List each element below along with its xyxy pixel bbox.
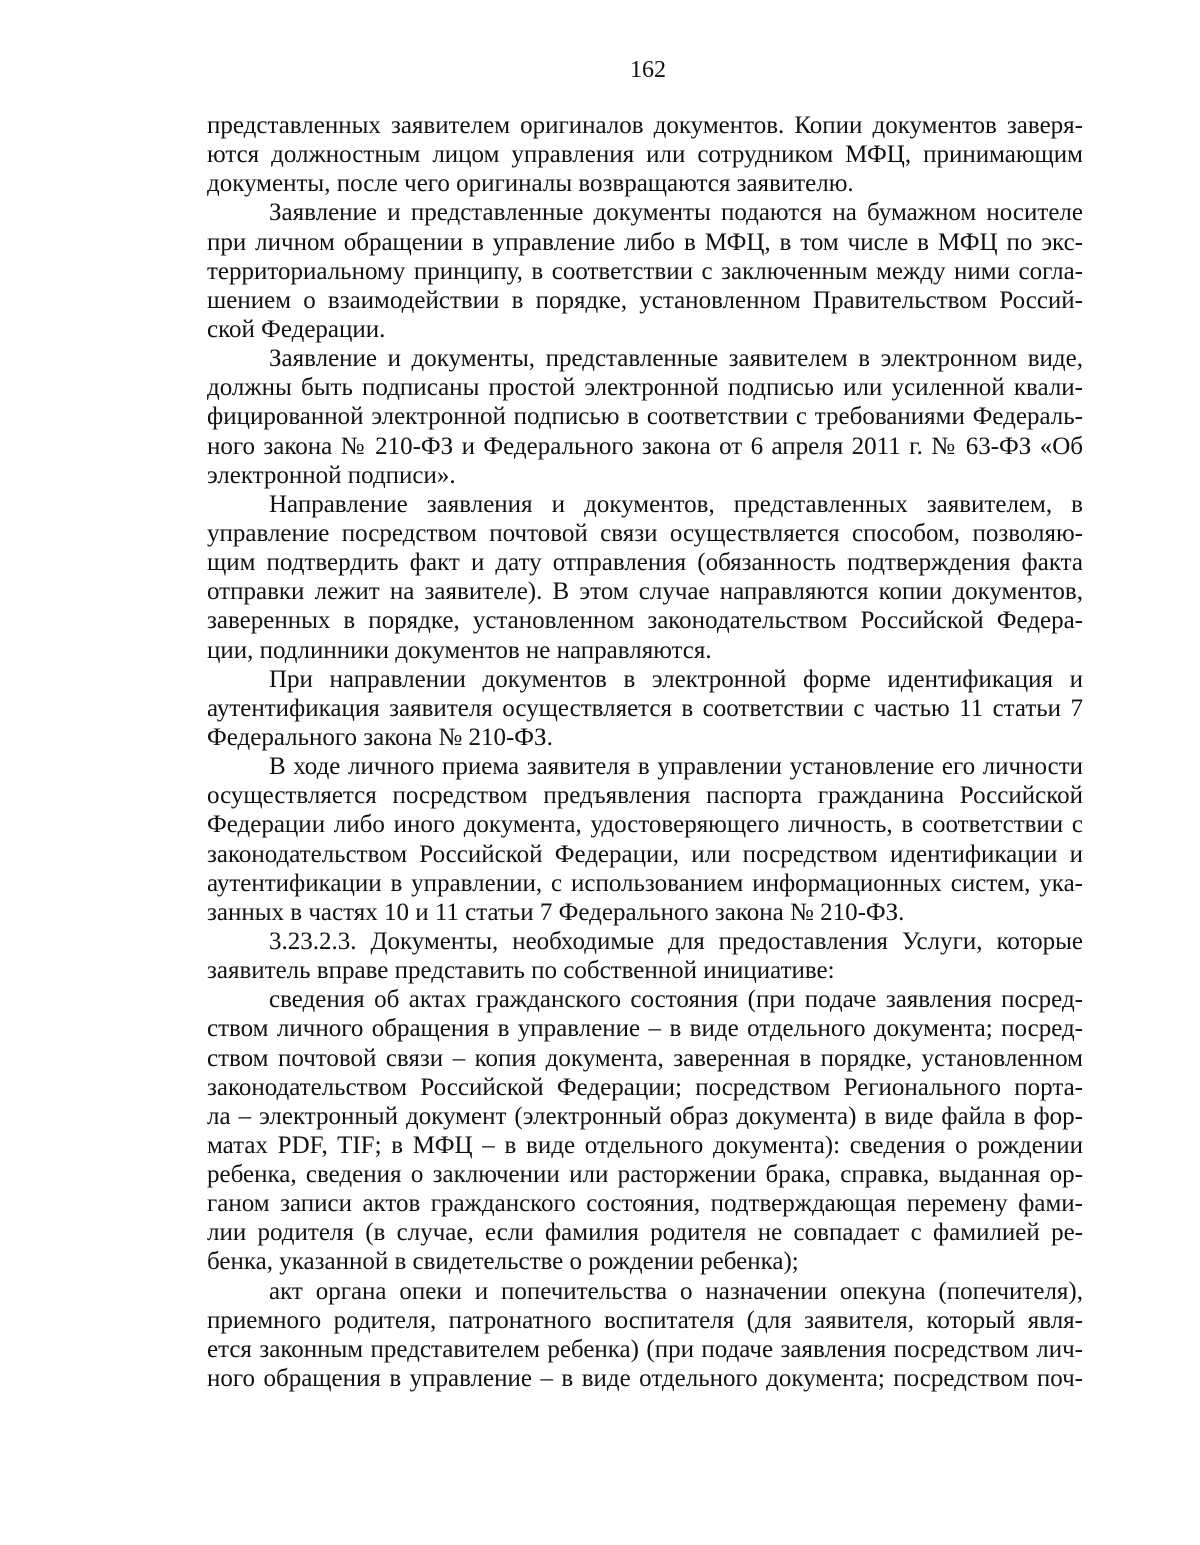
text-line: аутентификация заявителя осуществляется в соответствии с частью 11 статьи 7 (207, 694, 1083, 722)
text-line: ются должностным лицом управления или сотрудником МФЦ, принимающим (207, 141, 1083, 169)
text-line: щим подтвердить факт и дату отправления (обязанность подтверждения факта (207, 549, 1083, 577)
text-line: управление посредством почтовой связи осуществляется способом, позволяю- (207, 519, 1083, 547)
text-line: законодательством Российской Федерации, или посредством идентификации и (207, 840, 1083, 868)
text-line: Заявление и документы, представленные заявителем в электронном виде, (269, 345, 1083, 373)
text-line: заверенных в порядке, установленном законодательством Российской Федера- (207, 607, 1083, 635)
page-number: 162 (630, 57, 666, 83)
text-line: при личном обращении в управление либо в МФЦ, в том числе в МФЦ по экс- (207, 228, 1083, 256)
text-line: При направлении документов в электронной форме идентификация и (269, 665, 1083, 693)
text-line: ного закона № 210-ФЗ и Федерального закона от 6 апреля 2011 г. № 63-ФЗ «Об (207, 432, 1083, 460)
text-line: акт органа опеки и попечительства о назначении опекуна (попечителя), (269, 1277, 1083, 1305)
text-line: ется законным представителем ребенка) (при подаче заявления посредством лич- (207, 1335, 1083, 1363)
text-line: ребенка, сведения о заключении или расторжении брака, справка, выданная ор- (207, 1161, 1083, 1189)
text-line: Федерального закона № 210-ФЗ. (207, 723, 553, 751)
text-line: матах PDF, TIF; в МФЦ – в виде отдельного документа): сведения о рождении (207, 1131, 1083, 1159)
text-line: Федерации либо иного документа, удостоверяющего личность, в соответствии с (207, 811, 1083, 839)
text-line: лии родителя (в случае, если фамилия родителя не совпадает с фамилией ре- (207, 1219, 1083, 1247)
text-line: сведения об актах гражданского состояния (при подаче заявления посред- (269, 986, 1083, 1014)
text-line: аутентификации в управлении, с использованием информационных систем, ука- (207, 869, 1083, 897)
text-line: отправки лежит на заявителе). В этом случае направляются копии документов, (207, 578, 1083, 606)
text-line: фицированной электронной подписью в соответствии с требованиями Федераль- (207, 403, 1083, 431)
text-line: законодательством Российской Федерации; посредством Регионального порта- (207, 1073, 1083, 1101)
text-line: ного обращения в управление – в виде отдельного документа; посредством поч- (207, 1365, 1083, 1393)
text-line: электронной подписи». (207, 461, 456, 489)
text-line: должны быть подписаны простой электронной подписью или усиленной квали- (207, 374, 1083, 402)
text-line: ской Федерации. (207, 315, 386, 343)
text-line: Направление заявления и документов, представленных заявителем, в (269, 490, 1083, 518)
text-line: ла – электронный документ (электронный образ документа) в виде файла в фор- (207, 1102, 1083, 1130)
text-line: документы, после чего оригиналы возвращаются заявителю. (207, 170, 854, 198)
text-line: В ходе личного приема заявителя в управлении установление его личности (269, 753, 1083, 781)
text-line: шением о взаимодействии в порядке, установленном Правительством Россий- (207, 286, 1083, 314)
document-body (207, 111, 1083, 1393)
text-line: занных в частях 10 и 11 статьи 7 Федерального закона № 210-ФЗ. (207, 898, 905, 926)
text-line: Заявление и представленные документы подаются на бумажном носителе (269, 199, 1083, 227)
text-line: представленных заявителем оригиналов документов. Копии документов заверя- (207, 112, 1083, 139)
text-line: заявитель вправе представить по собственной инициативе: (207, 957, 835, 985)
text-line: осуществляется посредством предъявления паспорта гражданина Российской (207, 782, 1083, 810)
text-line: приемного родителя, патронатного воспитателя (для заявителя, который явля- (207, 1306, 1083, 1334)
text-line: 3.23.2.3. Документы, необходимые для предоставления Услуги, которые (269, 927, 1083, 955)
text-line: ции, подлинники документов не направляются. (207, 636, 712, 664)
text-line: ством личного обращения в управление – в виде отдельного документа; посред- (207, 1015, 1083, 1043)
text-line: территориальному принципу, в соответствии с заключенным между ними согла- (207, 257, 1083, 285)
text-line: ганом записи актов гражданского состояния, подтверждающая перемену фами- (207, 1190, 1083, 1218)
text-line: бенка, указанной в свидетельстве о рождении ребенка); (207, 1248, 799, 1276)
text-line: ством почтовой связи – копия документа, заверенная в порядке, установленном (207, 1044, 1083, 1072)
